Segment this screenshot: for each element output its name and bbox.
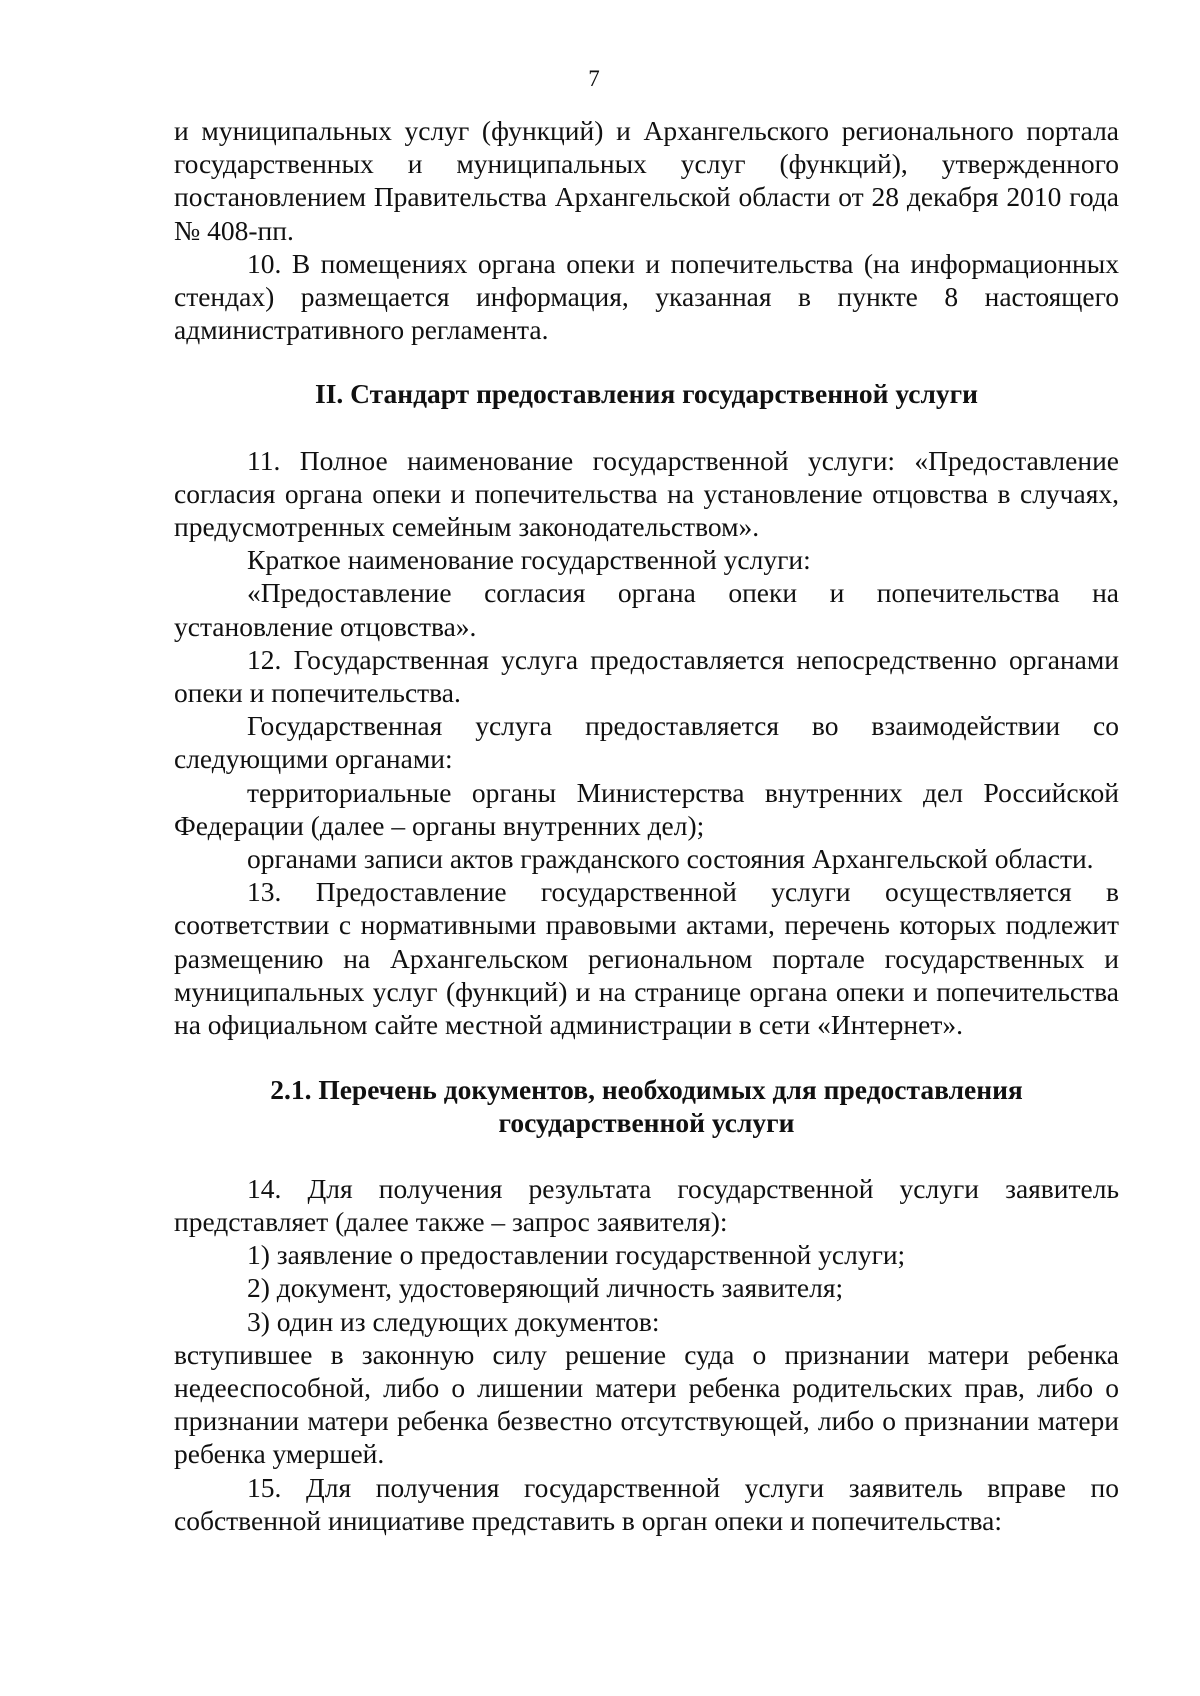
paragraph-12-provider: 12. Государственная услуга предоставляется непосредственно органами опеки и попечительства. bbox=[174, 643, 1119, 709]
paragraph-10-information-stands: 10. В помещениях органа опеки и попечительства (на информационных стендах) размещается информация, указанная в пункте 8 настоящего административного регламента. bbox=[174, 247, 1119, 346]
paragraph-11-full-service-name: 11. Полное наименование государственной услуги: «Предоставление согласия органа опеки и попечительства на установление отцовства в случаях, предусмотренных семейным законодательством». bbox=[174, 444, 1119, 543]
subsection-heading-line-2: государственной услуги bbox=[498, 1107, 795, 1139]
paragraph-civil-registry: органами записи актов гражданского состояния Архангельской области. bbox=[247, 843, 1094, 875]
paragraph-interior-ministry: территориальные органы Министерства внутренних дел Российской Федерации (далее – органы внутренних дел); bbox=[174, 776, 1119, 841]
subsection-heading-line-1: 2.1. Перечень документов, необходимых для предоставления bbox=[270, 1074, 1023, 1106]
page-number: 7 bbox=[588, 66, 600, 91]
paragraph-court-decision: вступившее в законную силу решение суда о признании матери ребенка недееспособной, либо о лишении матери ребенка родительских прав, либо о признании матери ребенка безвестно отсутствующей, либо о признании матери ребенка умершей. bbox=[174, 1338, 1119, 1470]
paragraph-continuation-portal: и муниципальных услуг (функций) и Архангельского регионального портала государственных и муниципальных услуг (функций), утвержденного постановлением Правительства Архангельской области от 28 декабря 2010 года № 408-пп. bbox=[174, 115, 1119, 246]
paragraph-short-service-name: «Предоставление согласия органа опеки и попечительства на установление отцовства». bbox=[174, 577, 1119, 642]
subsection-heading-documents bbox=[174, 1073, 1119, 1139]
paragraph-14-request: 14. Для получения результата государственной услуги заявитель представляет (далее также – запрос заявителя): bbox=[174, 1172, 1119, 1237]
paragraph-short-name-label: Краткое наименование государственной услуги: bbox=[247, 544, 811, 576]
list-item-one-of-documents: 3) один из следующих документов: bbox=[247, 1305, 660, 1337]
paragraph-15-own-initiative: 15. Для получения государственной услуги заявитель вправе по собственной инициативе представить в орган опеки и попечительства: bbox=[174, 1471, 1119, 1536]
paragraph-interaction-bodies: Государственная услуга предоставляется во взаимодействии со следующими органами: bbox=[174, 710, 1119, 775]
paragraph-13-legal-acts: 13. Предоставление государственной услуги осуществляется в соответствии с нормативными правовыми актами, перечень которых подлежит размещению на Архангельском региональном портале государственных и муниципальных услуг (функций) и на странице органа опеки и попечительства на официальном сайте местной администрации в сети «Интернет». bbox=[174, 876, 1119, 1041]
list-item-identity-document: 2) документ, удостоверяющий личность заявителя; bbox=[247, 1272, 844, 1304]
section-heading-standard: II. Стандарт предоставления государственной услуги bbox=[315, 378, 978, 410]
document-body bbox=[174, 114, 1119, 1537]
list-item-application: 1) заявление о предоставлении государственной услуги; bbox=[247, 1239, 906, 1271]
